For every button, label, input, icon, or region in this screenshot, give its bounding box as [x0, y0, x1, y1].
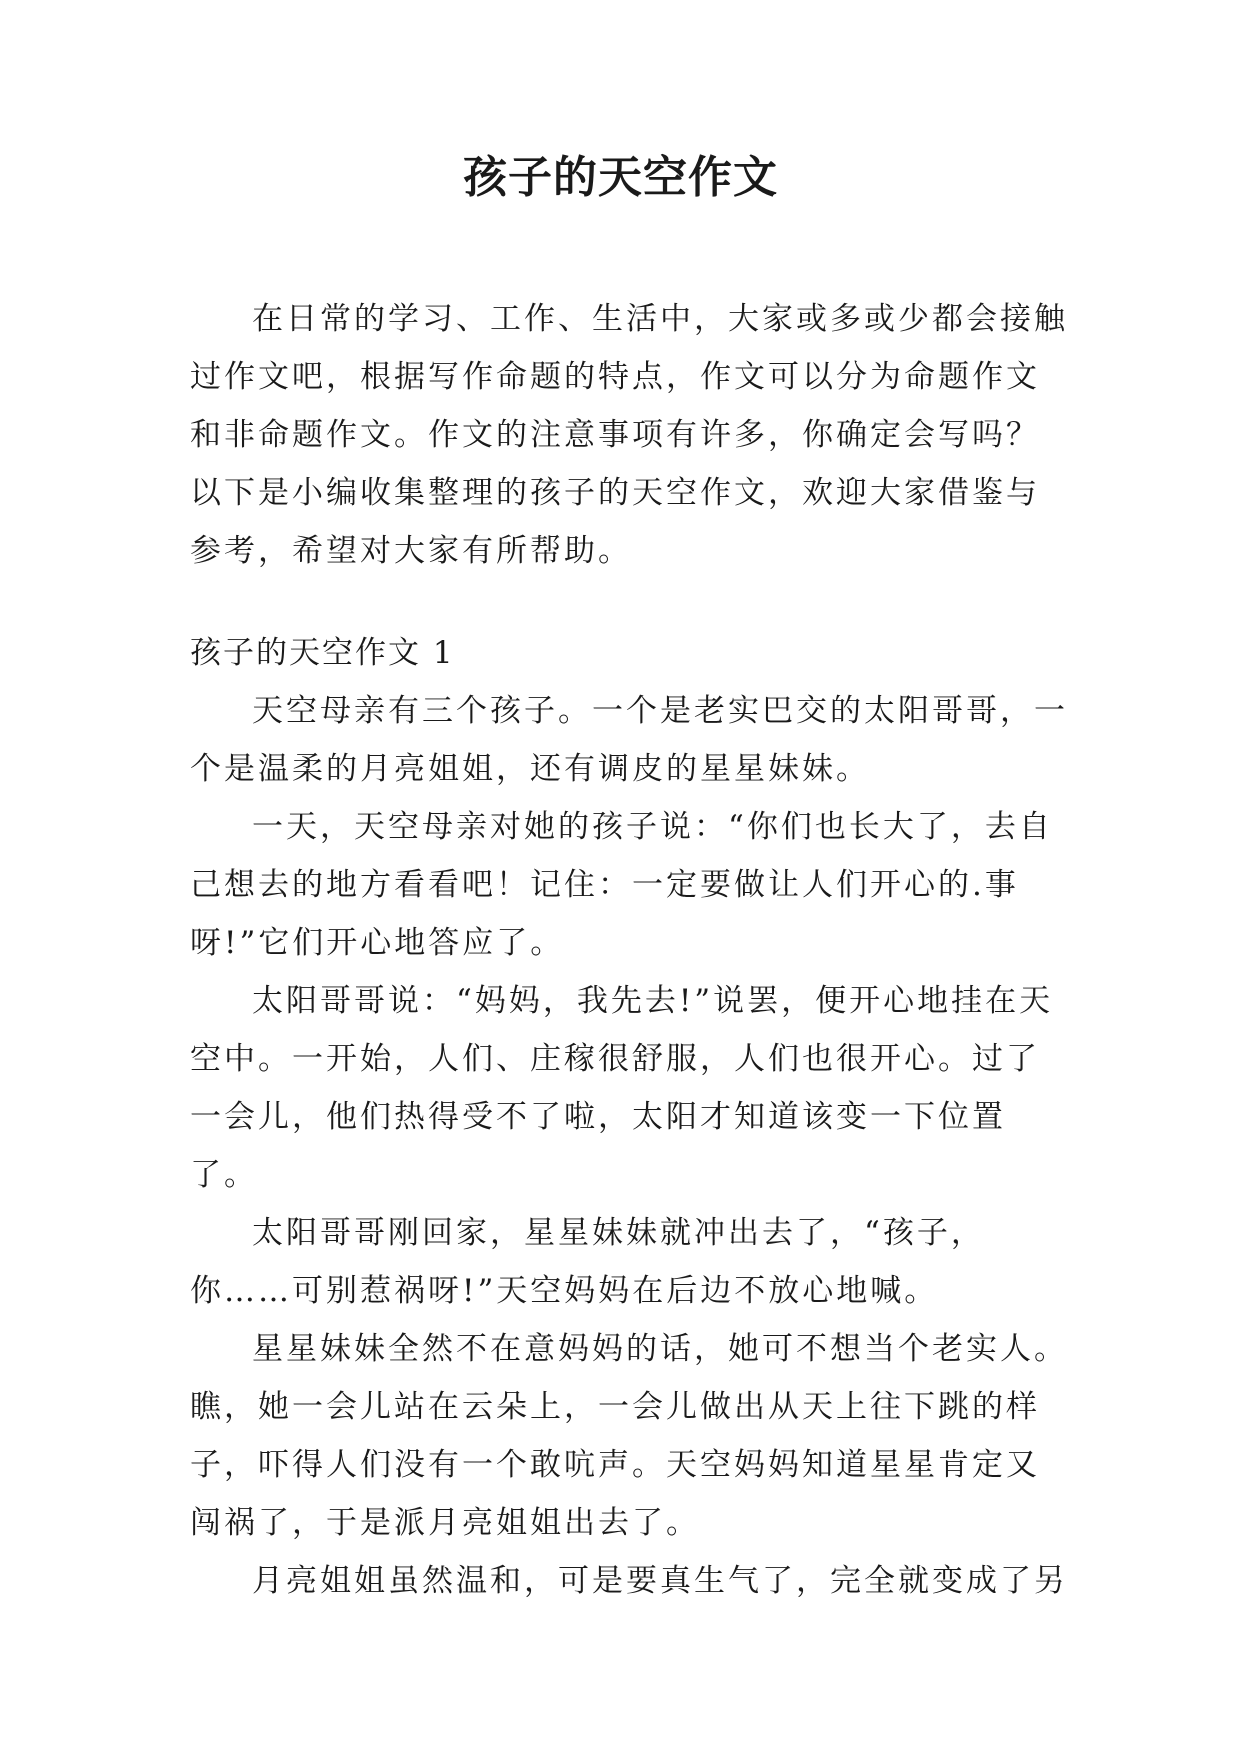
body-paragraph: 月亮姐姐虽然温和，可是要真生气了，完全就变成了另 — [252, 1563, 1068, 1599]
body-paragraph: 天空母亲有三个孩子。一个是老实巴交的太阳哥哥，一个是温柔的月亮姐姐，还有调皮的星星妹妹。 — [190, 693, 1068, 787]
document-title: 孩子的天空作文 — [463, 152, 778, 203]
document-body — [190, 290, 1070, 1610]
body-paragraph: 星星妹妹全然不在意妈妈的话，她可不想当个老实人。瞧，她一会儿站在云朵上，一会儿做出从天上往下跳的样子，吓得人们没有一个敢吭声。天空妈妈知道星星肯定又闯祸了，于是派月亮姐姐出去了。 — [190, 1331, 1068, 1541]
body-paragraph: 一天，天空母亲对她的孩子说：“你们也长大了，去自己想去的地方看看吧！记住：一定要做让人们开心的.事呀!”它们开心地答应了。 — [190, 809, 1053, 961]
intro-paragraph: 在日常的学习、工作、生活中，大家或多或少都会接触过作文吧，根据写作命题的特点，作文可以分为命题作文和非命题作文。作文的注意事项有许多，你确定会写吗？以下是小编收集整理的孩子的天空作文，欢迎大家借鉴与参考，希望对大家有所帮助。 — [190, 301, 1068, 569]
section-heading: 孩子的天空作文 1 — [190, 635, 455, 671]
body-paragraph: 太阳哥哥刚回家，星星妹妹就冲出去了，“孩子，你……可别惹祸呀!”天空妈妈在后边不放心地喊。 — [190, 1215, 985, 1309]
body-paragraph: 太阳哥哥说：“妈妈，我先去!”说罢，便开心地挂在天空中。一开始，人们、庄稼很舒服，人们也很开心。过了一会儿，他们热得受不了啦，太阳才知道该变一下位置了。 — [190, 983, 1054, 1193]
